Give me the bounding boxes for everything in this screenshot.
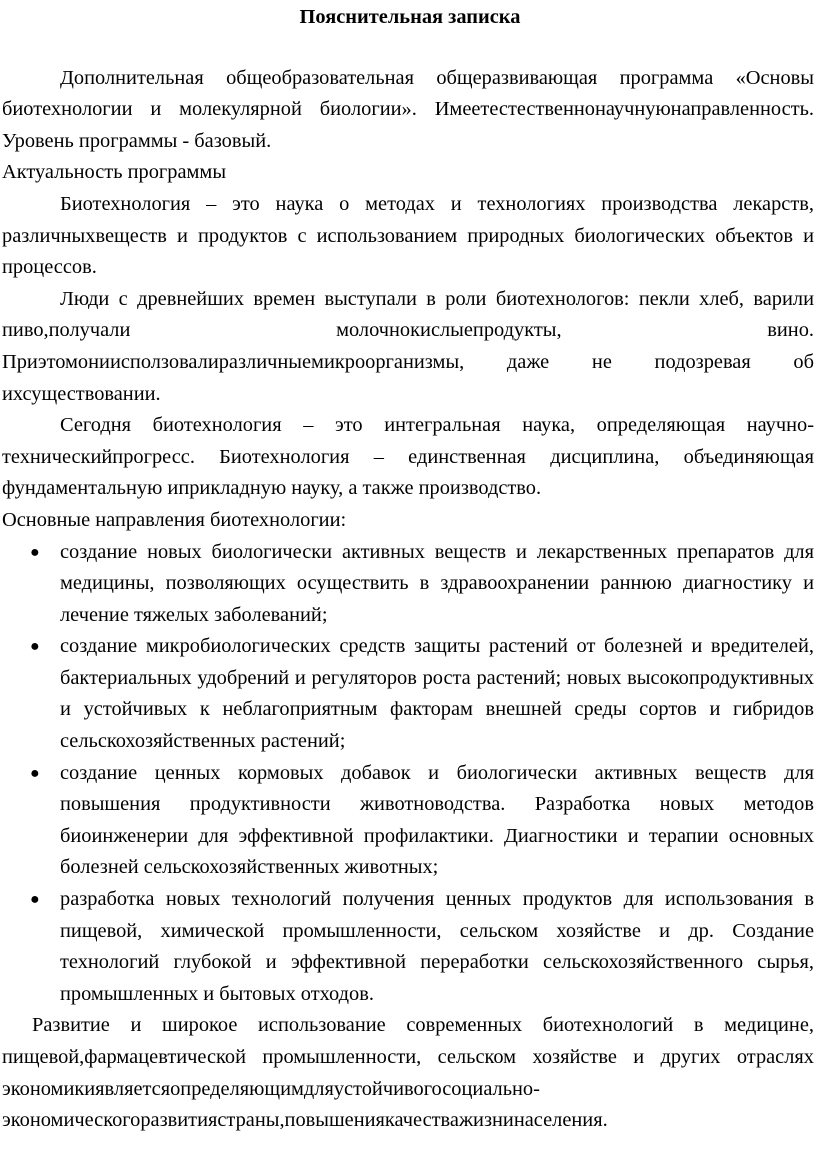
- list-item: [2, 537, 814, 632]
- list-item-text: создание новых биологически активных веществ и лекарственных препаратов для медицины, позволяющих осуществить в здравоохранении раннюю диагностику и лечение тяжелых заболеваний;: [60, 540, 814, 626]
- directions-heading: Основные направления биотехнологии:: [2, 508, 347, 531]
- relevance-heading: Актуальность программы: [2, 161, 227, 184]
- conclusion-paragraph: Развитие и широкое использование современных биотехнологий в медицине, пищевой,фармацевтической промышленности, сельском хозяйстве и других отраслях экономикиявляетсяопределяющимдляустойчивогосоциально-экономическогоразвитиястраны,повышениякачестважизнинаселения.: [2, 1014, 814, 1132]
- list-item: [2, 758, 814, 884]
- list-item-text: разработка новых технологий получения ценных продуктов для использования в пищевой, химической промышленности, сельском хозяйстве и др. Создание технологий глубокой и эффективной переработки сельскохозяйственного сырья, промышленных и бытовых отходов.: [60, 888, 814, 1005]
- directions-list: [2, 537, 814, 1011]
- bullet-icon: ●: [30, 891, 40, 909]
- page-title: Пояснительная записка: [299, 6, 521, 28]
- spacer: [2, 34, 814, 63]
- program-description: Дополнительная общеобразовательная общеразвивающая программа «Основы биотехнологии и молекулярной биологии». Имеетестественнонаучнуюнаправленность. Уровень программы - базовый.: [2, 66, 814, 152]
- biotech-definition: Биотехнология – это наука о методах и технологиях производства лекарств, различныхвеществ и продуктов с использованием природных биологических объектов и процессов.: [2, 192, 814, 279]
- list-item-text: создание ценных кормовых добавок и биологически активных веществ для повышения продуктивности животноводства. Разработка новых методов биоинженерии для эффективной профилактики. Диагностики и терапии основных болезней сельскохозяйственных животных;: [60, 761, 814, 879]
- bullet-icon: ●: [30, 543, 40, 561]
- list-item-text: создание микробиологических средств защиты растений от болезней и вредителей, бактериальных удобрений и регуляторов роста растений; новых высокопродуктивных и устойчивых к неблагоприятным факторам внешней среды сортов и гибридов сельскохозяйственных растений;: [60, 635, 814, 753]
- history-paragraph: Люди с древнейших времен выступали в роли биотехнологов: пекли хлеб, варили пиво,получали молочнокислыепродукты, вино. Приэтомониисползовалиразличныемикроорганизмы, даже не подозревая об ихсуществовании.: [2, 287, 814, 405]
- list-item: [2, 884, 814, 1010]
- today-paragraph: Сегодня биотехнология – это интегральная наука, определяющая научно-техническийпрогресс. Биотехнология – единственная дисциплина, объединяющая фундаментальную иприкладную науку, а также производство.: [2, 414, 814, 500]
- bullet-icon: ●: [30, 638, 40, 656]
- list-item: [2, 631, 814, 757]
- bullet-icon: ●: [30, 764, 40, 782]
